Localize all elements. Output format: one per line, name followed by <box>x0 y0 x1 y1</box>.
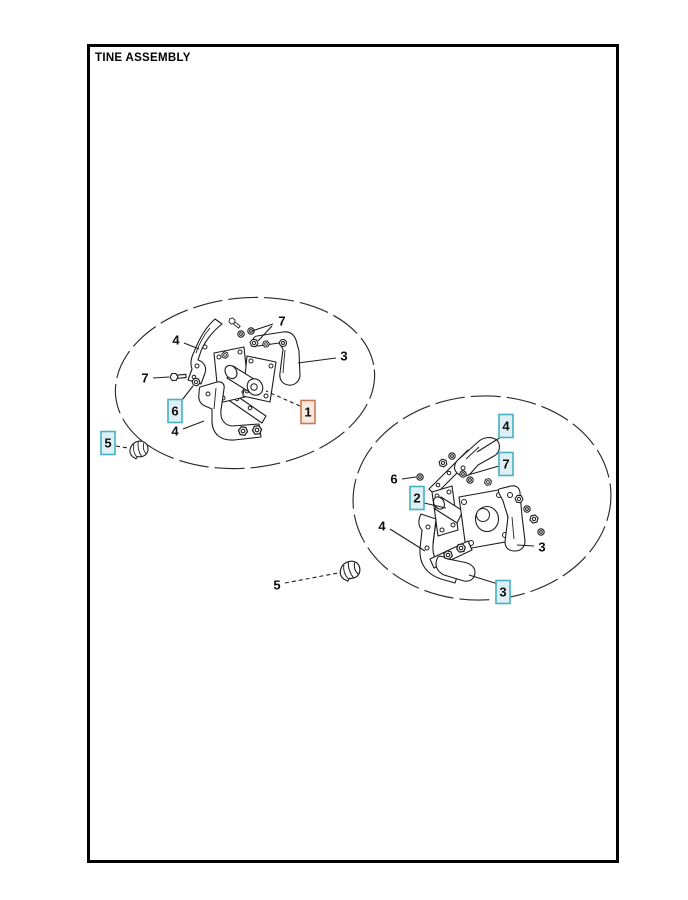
callout-label: 2 <box>413 490 421 506</box>
callout-label: 6 <box>390 471 398 487</box>
hub-bore <box>477 509 490 522</box>
strap-hole <box>447 471 451 475</box>
leader-line-right-4-left <box>390 529 425 551</box>
leader-line-right-6 <box>402 477 416 479</box>
blade-hole <box>206 392 210 396</box>
leader-line-left-7-left <box>153 377 169 378</box>
callout-right-4-left <box>378 519 386 534</box>
washer <box>524 506 530 512</box>
plate-hole <box>447 490 451 494</box>
washer <box>460 471 466 477</box>
callout-label: 3 <box>538 539 546 555</box>
leader-line-right-3-bottom <box>469 575 498 584</box>
callout-left-4-upper <box>172 333 180 348</box>
callout-label: 4 <box>172 332 180 348</box>
left-tine-assembly <box>128 317 300 460</box>
washer <box>449 453 455 459</box>
leader-line-left-4-lower <box>183 421 204 429</box>
strap-hole <box>436 483 440 487</box>
callout-left-7-top <box>278 314 285 329</box>
callout-left-3 <box>340 349 347 364</box>
blade-hole <box>461 466 465 470</box>
callout-left-1 <box>301 401 315 424</box>
callout-label: 4 <box>378 518 386 534</box>
callout-right-5 <box>273 578 280 593</box>
callout-right-6 <box>390 472 397 487</box>
bolt <box>170 373 187 381</box>
leader-line-left-1 <box>266 391 300 406</box>
page-title: TINE ASSEMBLY <box>95 52 191 64</box>
callout-label: 1 <box>304 404 312 420</box>
plate-hole <box>238 350 242 354</box>
callout-label: 7 <box>278 313 286 329</box>
callout-label: 5 <box>104 435 112 451</box>
washer <box>238 331 244 337</box>
leader-line-left-3 <box>298 358 336 363</box>
washer <box>417 474 423 480</box>
callout-label: 4 <box>171 423 179 439</box>
callout-label: 3 <box>340 348 348 364</box>
callout-left-5 <box>101 432 115 455</box>
nut <box>529 514 539 523</box>
plate-hole <box>451 523 455 527</box>
plate-hole <box>462 500 467 505</box>
callout-right-7 <box>499 453 513 476</box>
retainer-clip <box>128 439 150 459</box>
nut <box>484 478 492 486</box>
callout-label: 7 <box>141 370 149 386</box>
blade-hole <box>425 546 429 550</box>
callout-right-2 <box>410 487 424 510</box>
plate-hole <box>440 528 444 532</box>
plate-hole <box>249 359 253 363</box>
blade-hole <box>426 525 430 529</box>
callout-right-3-right <box>538 540 545 555</box>
callout-label: 4 <box>502 418 510 434</box>
bolt-hole <box>282 342 285 345</box>
washer <box>467 477 473 483</box>
leader-line-left-5 <box>116 446 128 448</box>
blade-hole <box>203 345 207 349</box>
callout-left-4-lower <box>171 424 179 439</box>
strap-hole <box>248 406 252 410</box>
bolt <box>228 317 241 329</box>
callout-left-7-left <box>141 371 148 386</box>
plate-hole <box>217 355 221 359</box>
leader-line-left-6 <box>182 386 193 400</box>
hub-bore <box>251 384 257 390</box>
callout-label: 5 <box>273 577 281 593</box>
blade-hole <box>195 364 199 368</box>
retainer-clip <box>337 559 362 583</box>
callout-right-3-bottom <box>496 581 510 604</box>
callout-left-6 <box>168 400 182 423</box>
blade-hole <box>508 493 513 498</box>
plate-hole <box>269 364 273 368</box>
callout-label: 6 <box>171 403 179 419</box>
callout-label: 3 <box>499 584 507 600</box>
nut <box>438 458 448 467</box>
leader-line-right-5 <box>285 573 338 583</box>
callout-label: 7 <box>502 456 510 472</box>
callout-right-4-top <box>499 415 513 438</box>
plate-hole <box>264 394 268 398</box>
washer <box>538 529 544 535</box>
tine-blade <box>455 438 500 476</box>
